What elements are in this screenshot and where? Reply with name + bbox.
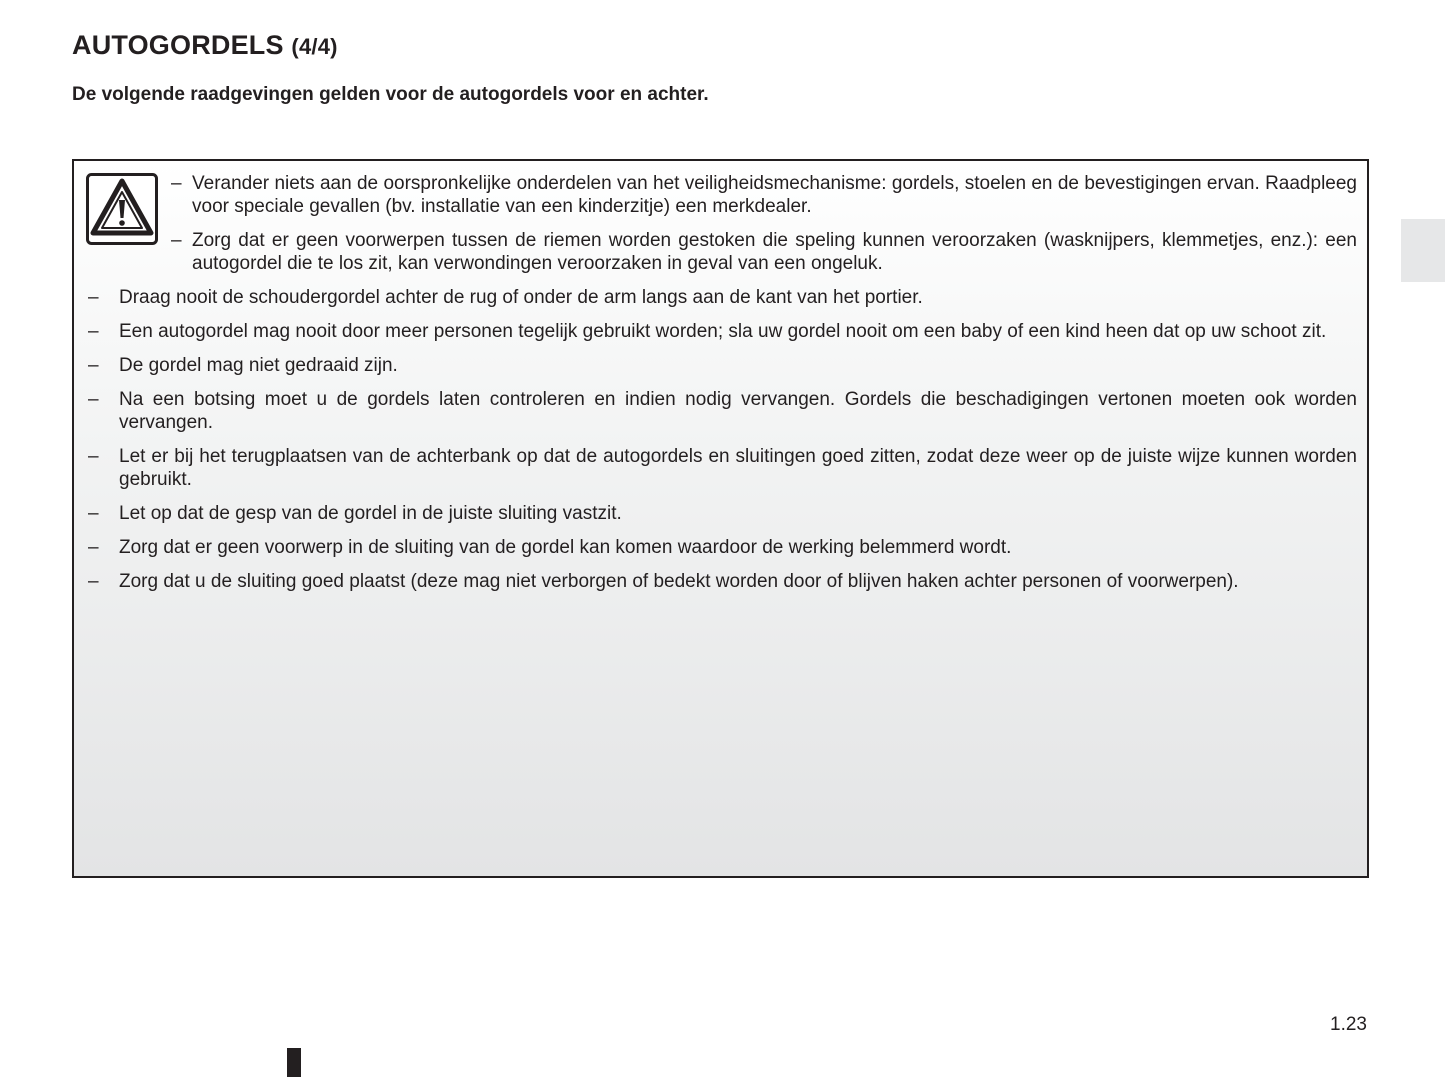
warning-item-text: Zorg dat er geen voorwerpen tussen de riemen worden gestoken die speling kunnen veroorzaken (wasknijpers, klemmetjes, enz.): een autogordel die te los zit, kan verwondingen veroorzaken in geval van een ongeluk. [192, 230, 1357, 274]
print-mark [287, 1048, 301, 1077]
title-text: AUTOGORDELS [72, 30, 284, 60]
title-part-indicator: (4/4) [291, 34, 338, 59]
list-item-text: Draag nooit de schoudergordel achter de rug of onder de arm langs aan de kant van het portier. [119, 287, 923, 308]
list-item [88, 445, 1357, 491]
list-item-text: De gordel mag niet gedraaid zijn. [119, 355, 398, 376]
dash-bullet: – [88, 389, 99, 410]
warning-item-text: Verander niets aan de oorspronkelijke onderdelen van het veiligheidsmechanisme: gordels, stoelen en de bevestigingen ervan. Raadpleeg voor speciale gevallen (bv. installatie van een kinderzitje) een merkdealer. [192, 173, 1357, 217]
dash-bullet: – [88, 355, 99, 376]
advice-list [88, 286, 1357, 604]
list-item [88, 320, 1357, 343]
list-item [88, 536, 1357, 559]
warning-box [72, 159, 1369, 878]
list-item [88, 388, 1357, 434]
list-item-text: Let op dat de gesp van de gordel in de juiste sluiting vastzit. [119, 503, 622, 524]
dash-bullet: – [88, 537, 99, 558]
intro-text: De volgende raadgevingen gelden voor de autogordels voor en achter. [72, 84, 709, 105]
chapter-tab [1401, 219, 1445, 282]
page-title [72, 30, 338, 61]
list-item-text: Let er bij het terugplaatsen van de achterbank op dat de autogordels en sluitingen goed zitten, zodat deze weer op de juiste wijze kunnen worden gebruikt. [119, 446, 1357, 490]
warning-item [171, 172, 1357, 218]
dash-bullet: – [171, 173, 182, 194]
warning-triangle-icon [86, 173, 158, 245]
list-item [88, 286, 1357, 309]
list-item [88, 354, 1357, 377]
list-item-text: Na een botsing moet u de gordels laten controleren en indien nodig vervangen. Gordels die beschadigingen vertonen moeten ook worden vervangen. [119, 389, 1357, 433]
list-item-text: Zorg dat er geen voorwerp in de sluiting van de gordel kan komen waardoor de werking belemmerd wordt. [119, 537, 1012, 558]
dash-bullet: – [88, 446, 99, 467]
dash-bullet: – [88, 287, 99, 308]
list-item [88, 570, 1357, 593]
list-item-text: Een autogordel mag nooit door meer personen tegelijk gebruikt worden; sla uw gordel nooit om een baby of een kind heen dat op uw schoot zit. [119, 321, 1327, 342]
list-item [88, 502, 1357, 525]
dash-bullet: – [88, 503, 99, 524]
warning-list [171, 172, 1357, 286]
page-number: 1.23 [1330, 1014, 1367, 1035]
warning-item [171, 229, 1357, 275]
dash-bullet: – [88, 571, 99, 592]
dash-bullet: – [171, 230, 182, 251]
list-item-text: Zorg dat u de sluiting goed plaatst (deze mag niet verborgen of bedekt worden door of blijven haken achter personen of voorwerpen). [119, 571, 1239, 592]
dash-bullet: – [88, 321, 99, 342]
